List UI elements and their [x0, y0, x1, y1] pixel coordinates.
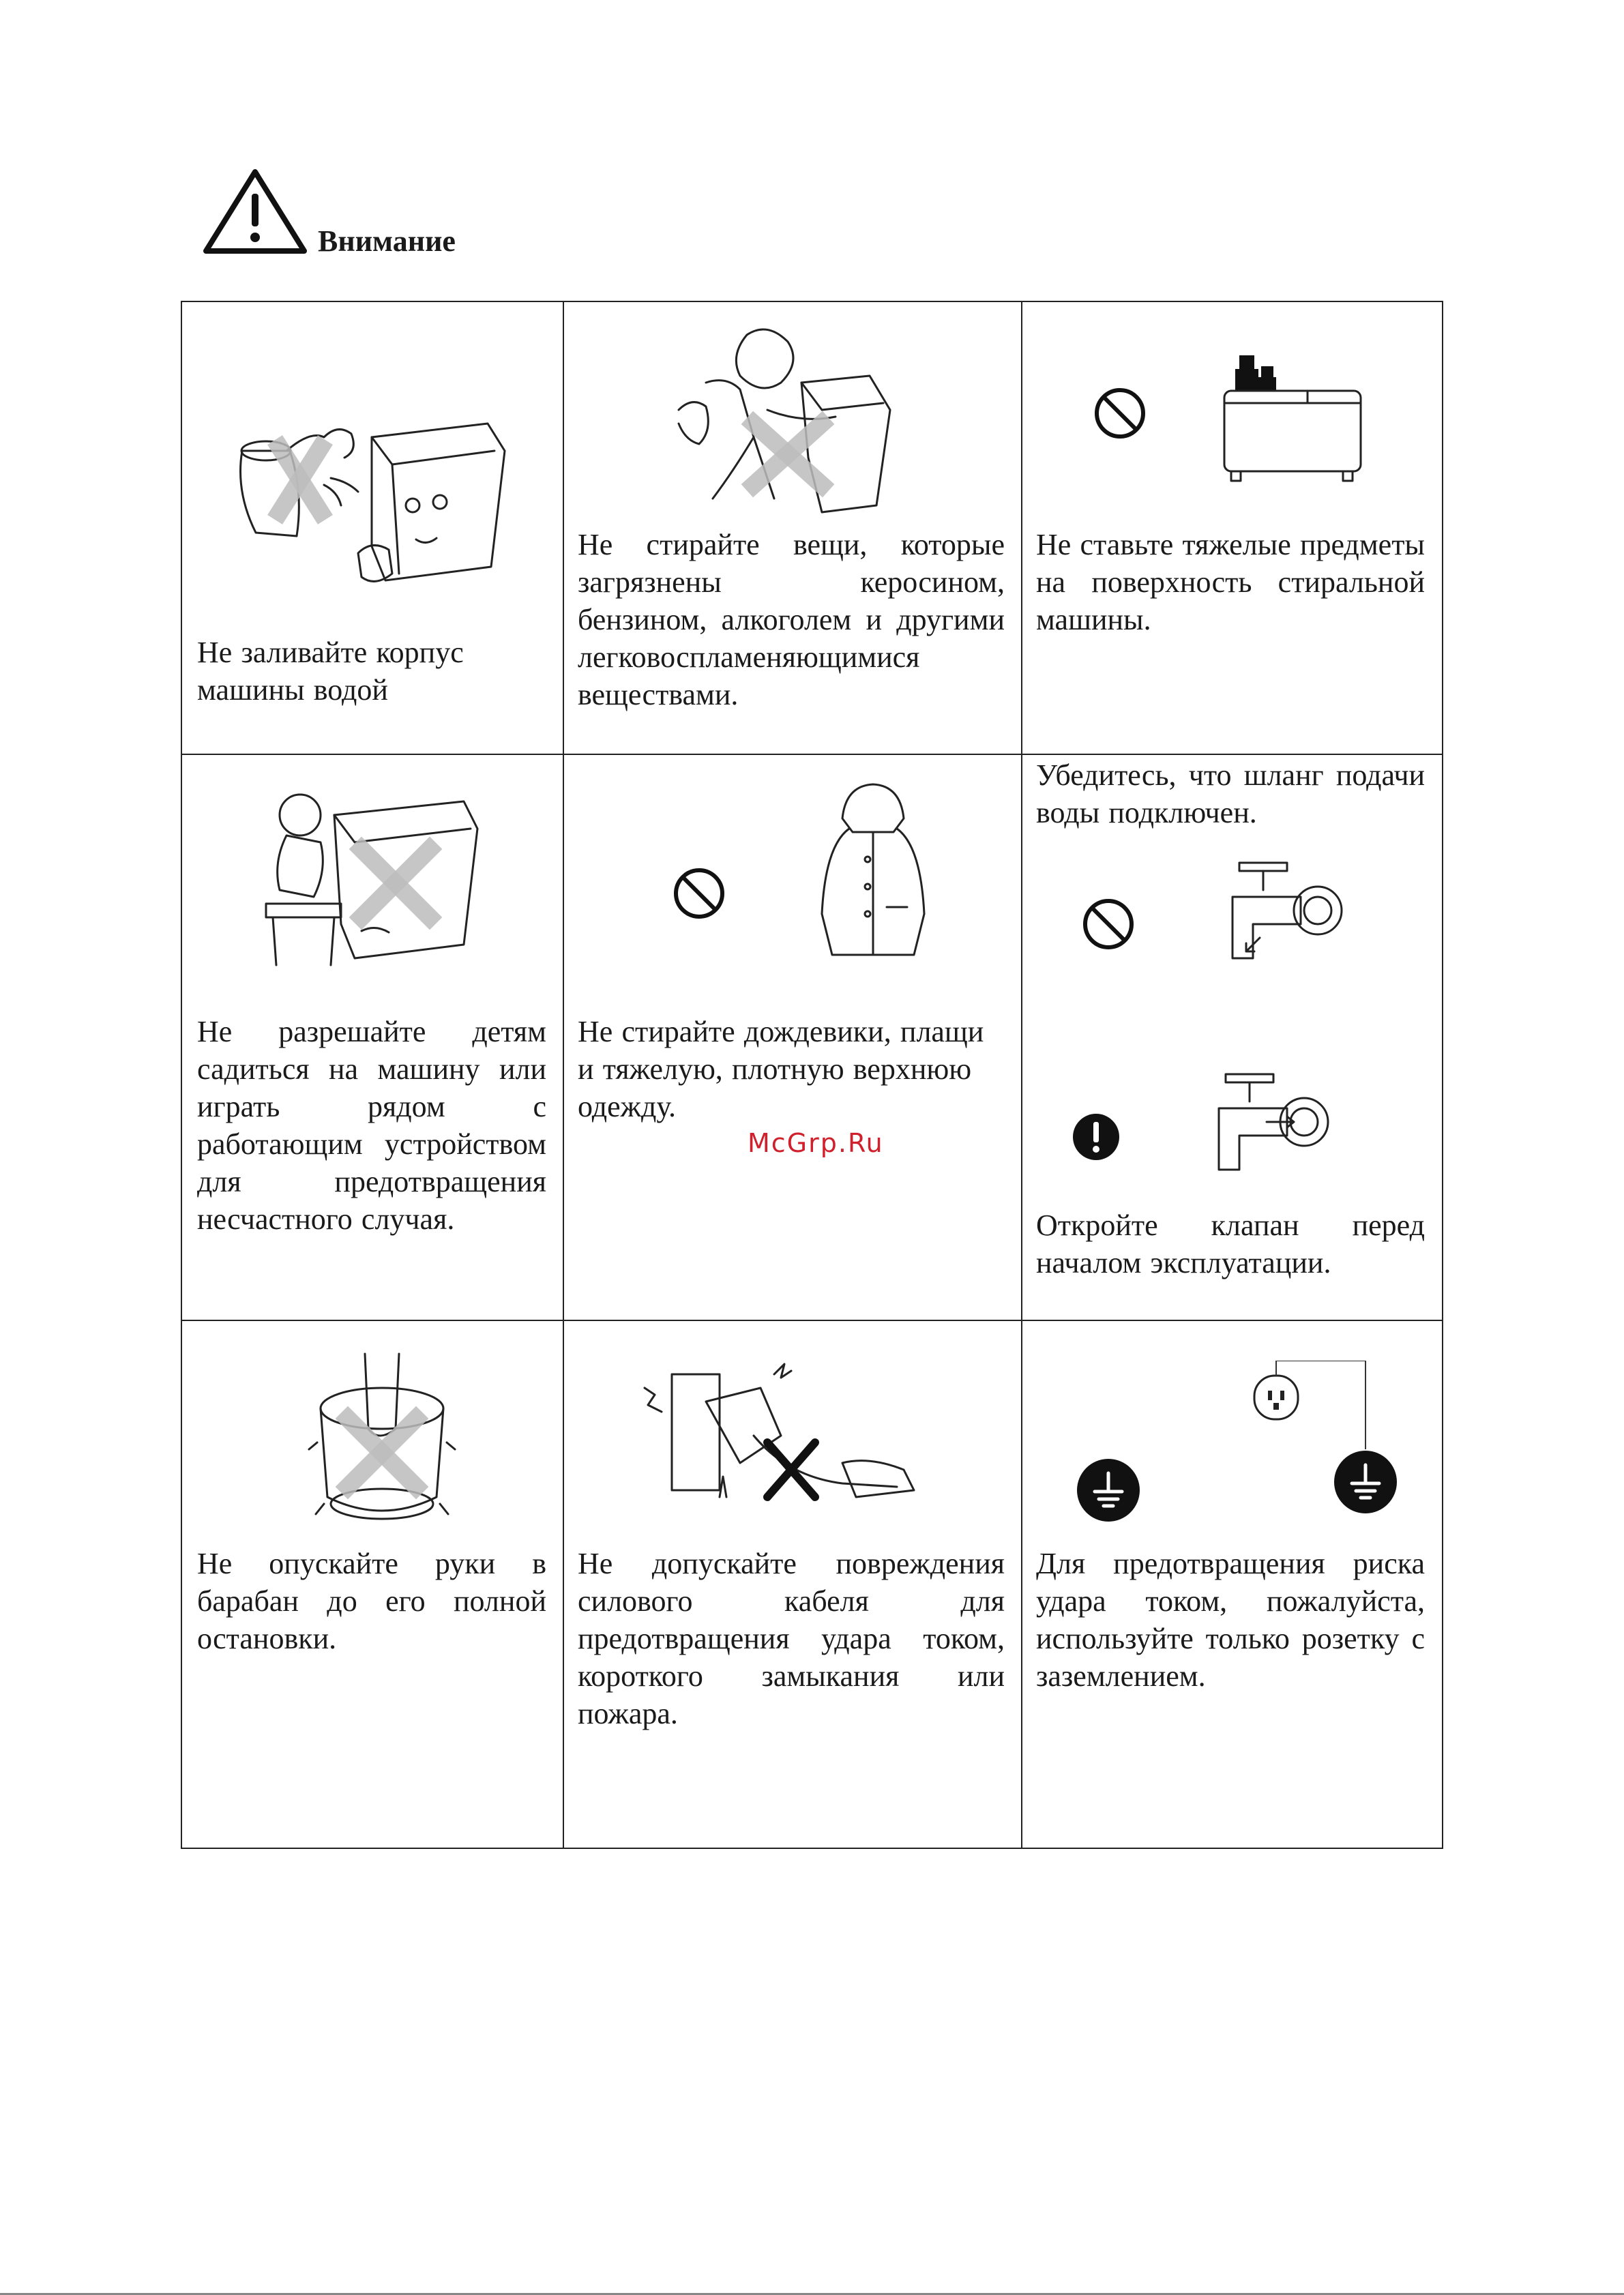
washer-water-splash-illustration: [222, 410, 522, 615]
warning-cell-water: [181, 301, 563, 754]
warning-text: Не ставьте тяжелые предметы на поверхность стиральной машины.: [1036, 528, 1425, 636]
warning-text-bottom: Откройте клапан перед началом эксплуатации.: [1036, 1209, 1425, 1279]
prohibition-icon: [1081, 897, 1136, 951]
warning-cell-drum: [181, 1320, 563, 1848]
water-tap-open-illustration: [1198, 1067, 1335, 1183]
warning-cell-heavy-objects: [1021, 301, 1442, 754]
warning-text: Не заливайте корпус машины водой: [197, 636, 464, 707]
warning-cell-children: [181, 754, 563, 1320]
warning-triangle-icon: [201, 166, 310, 255]
watermark: McGrp.Ru: [748, 1128, 884, 1158]
water-tap-illustration: [1212, 856, 1348, 972]
grounded-socket-illustration: [1076, 1361, 1417, 1538]
damaged-power-cable-illustration: [638, 1361, 924, 1517]
raincoat-illustration: [812, 778, 934, 968]
prohibition-icon: [672, 866, 726, 921]
warning-cell-water-hose: [1021, 754, 1442, 1320]
warning-text: Не разрешайте детям садиться на машину или играть рядом с работающим устройством для предотвращения несчастного случая.: [197, 1015, 546, 1236]
heavy-objects-on-washer-illustration: [1219, 349, 1369, 485]
warning-cell-raincoat: [563, 754, 1021, 1320]
page-title: Внимание: [318, 224, 456, 258]
mandatory-action-icon: [1069, 1110, 1123, 1164]
warning-text: Не допускайте повреждения силового кабеля для предотвращения удара током, короткого замыкания или пожара.: [578, 1547, 1005, 1730]
safety-warnings-table: [181, 301, 1443, 1849]
warning-text: Не стирайте вещи, которые загрязнены керосином, бензином, алкоголем и другими легковоспламеняющимися веществами.: [578, 528, 1005, 711]
warning-text: Не стирайте дождевики, плащи и тяжелую, плотную верхнюю одежду.: [578, 1015, 984, 1123]
warning-cell-flammable: [563, 301, 1021, 754]
hand-in-drum-illustration: [304, 1347, 460, 1538]
warning-text: Не опускайте руки в барабан до его полной остановки.: [197, 1547, 546, 1655]
warning-text: Для предотвращения риска удара током, пожалуйста, используйте только розетку с заземлением.: [1036, 1547, 1425, 1693]
child-on-washer-illustration: [259, 788, 491, 979]
prohibition-icon: [1093, 386, 1147, 441]
warning-text-top: Убедитесь, что шланг подачи воды подключен.: [1036, 758, 1425, 829]
flammable-clothes-illustration: [665, 321, 897, 519]
warning-cell-grounding: [1021, 1320, 1442, 1848]
warning-cell-power-cable: [563, 1320, 1021, 1848]
